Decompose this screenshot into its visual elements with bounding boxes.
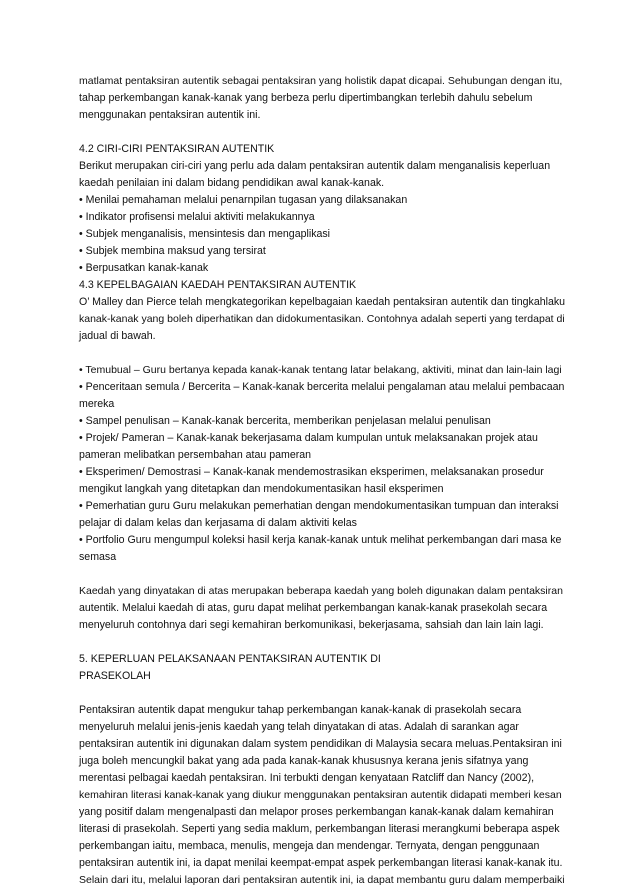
heading-line: 5. KEPERLUAN PELAKSANAAN PENTAKSIRAN AUTENTIK DI [79, 653, 381, 665]
bullet-item: • Menilai pemahaman melalui penarnpilan tugasan yang dilaksanakan [79, 194, 408, 206]
text-line: semasa [79, 551, 117, 563]
text-line: O’ Malley dan Pierce telah mengkategorikan kepelbagaian kaedah pentaksiran autentik dan tingkahlaku [79, 296, 566, 308]
section-heading-5 [79, 651, 565, 685]
bullet-item: • Temubual – Guru bertanya kepada kanak-kanak tentang latar belakang, aktiviti, minat dan lain-lain lagi [79, 364, 562, 376]
section-heading-4-3: 4.3 KEPELBAGAIAN KAEDAH PENTAKSIRAN AUTENTIK [79, 279, 357, 291]
text-line: kaedah penilaian ini dalam bidang pendidikan awal kanak-kanak. [79, 177, 385, 189]
paragraph-gap [79, 124, 565, 141]
text-line: Pentaksiran autentik dapat mengukur tahap perkembangan kanak-kanak di prasekolah secara [79, 704, 522, 716]
section-4-2-and-4-3 [79, 141, 565, 345]
text-line: pentaksiran autentik ini, ia dapat menilai keempat-empat aspek perkembangan literasi kanak-kanak itu. [79, 857, 563, 869]
text-line: merentasi pelbagai kaedah pentaksiran. Ini terbukti dengan kenyataan Ratcliff dan Nancy (2002), [79, 772, 535, 784]
bullet-item: • Sampel penulisan – Kanak-kanak bercerita, memberikan penjelasan melalui penulisan [79, 415, 491, 427]
text-line: literasi di prasekolah. Seperti yang sedia maklum, perkembangan literasi merangkumi beberapa aspek [79, 823, 560, 835]
paragraph-section-5-body [79, 702, 565, 889]
bullet-item: • Pemerhatian guru Guru melakukan pemerhatian dengan mendokumentasikan tumpuan dan interaksi [79, 500, 559, 512]
text-line: Selain dari itu, melalui laporan dari pentaksiran autentik ini, ia dapat membantu guru dalam memperbaiki [79, 874, 565, 886]
text-line: autentik. Melalui kaedah di atas, guru dapat melihat perkembangan kanak-kanak prasekolah secara [79, 602, 548, 614]
bullet-item: • Penceritaan semula / Bercerita – Kanak-kanak bercerita melalui pengalaman atau melalui pembacaan [79, 381, 565, 393]
bullet-item: • Subjek membina maksud yang tersirat [79, 245, 266, 257]
text-line: Kaedah yang dinyatakan di atas merupakan beberapa kaedah yang boleh digunakan dalam pentaksiran [79, 585, 563, 597]
text-line: perkembangan iaitu, membaca, menulis, mengeja dan mendengar. Ternyata, dengan penggunaan [79, 840, 540, 852]
section-heading-4-2: 4.2 CIRI-CIRI PENTAKSIRAN AUTENTIK [79, 143, 275, 155]
text-line: mengikut langkah yang ditetapkan dan mendokumentasikan hasil eksperimen [79, 483, 444, 495]
methods-list [79, 362, 565, 566]
text-line: kanak-kanak yang boleh diperhatikan dan didokumentasikan. Contohnya adalah seperti yang terdapat di [79, 313, 565, 325]
text-line: pentaksiran autentik ini digunakan dalam system pendidikan di Malaysia secara meluas.Pentaksiran ini [79, 738, 562, 750]
text-line: pameran melibatkan persembahan atau pameran [79, 449, 312, 461]
text-line: menyeluruh melalui jenis-jenis kaedah yang telah dinyatakan di atas. Adalah di sarankan agar [79, 721, 519, 733]
bullet-item: • Indikator profisensi melalui aktiviti melakukannya [79, 211, 315, 223]
paragraph-gap [79, 685, 565, 702]
text-line: pelajar di dalam kelas dan kerjasama di dalam aktiviti kelas [79, 517, 357, 529]
text-line: juga boleh mencungkil bakat yang ada pada kanak-kanak khususnya kerana jenis sifatnya yang [79, 755, 529, 767]
heading-line: PRASEKOLAH [79, 670, 151, 682]
bullet-item: • Berpusatkan kanak-kanak [79, 262, 209, 274]
text-line: Berikut merupakan ciri-ciri yang perlu ada dalam pentaksiran autentik dalam menganalisis keperluan [79, 160, 551, 172]
document-page [79, 73, 565, 889]
bullet-item: • Portfolio Guru mengumpul koleksi hasil kerja kanak-kanak untuk melihat perkembangan dari masa ke [79, 534, 562, 546]
text-line: kemahiran literasi kanak-kanak yang diukur menggunakan pentaksiran autentik didapati memberi kesan [79, 789, 562, 801]
paragraph-summary [79, 583, 565, 634]
bullet-item: • Subjek menganalisis, mensintesis dan mengaplikasi [79, 228, 331, 240]
text-line: tahap perkembangan kanak-kanak yang berbeza perlu dipertimbangkan terlebih dahulu sebelum [79, 92, 533, 104]
text-line: jadual di bawah. [79, 330, 156, 342]
paragraph-gap [79, 566, 565, 583]
paragraph-gap [79, 345, 565, 362]
text-line: menggunakan pentaksiran autentik ini. [79, 109, 261, 121]
paragraph-intro-continuation [79, 73, 565, 124]
text-line: mereka [79, 398, 115, 410]
text-line: menyeluruh contohnya dari segi kemahiran berkomunikasi, bekerjasama, sahsiah dan lain lain lagi. [79, 619, 544, 631]
text-line: yang positif dalam mengenalpasti dan melapor proses perkembangan kanak-kanak dalam kemahiran [79, 806, 554, 818]
text-line: matlamat pentaksiran autentik sebagai pentaksiran yang holistik dapat dicapai. Sehubungan dengan itu, [79, 75, 563, 87]
bullet-item: • Projek/ Pameran – Kanak-kanak bekerjasama dalam kumpulan untuk melaksanakan projek atau [79, 432, 538, 444]
bullet-item: • Eksperimen/ Demostrasi – Kanak-kanak mendemostrasikan eksperimen, melaksanakan prosedur [79, 466, 544, 478]
paragraph-gap [79, 634, 565, 651]
